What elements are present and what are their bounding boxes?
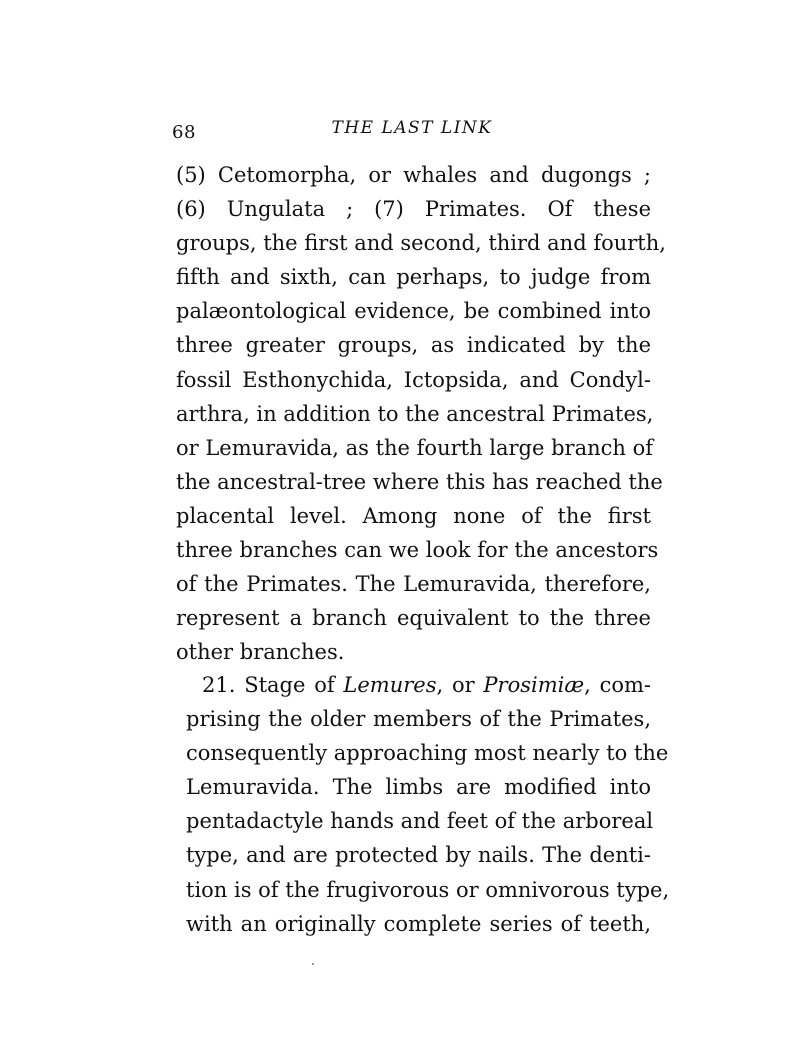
text-line: prising the older members of the Primates, xyxy=(186,707,651,732)
text-line: fossil Esthonychida, Ictopsida, and Condyl- xyxy=(176,367,651,392)
section-number: 21. xyxy=(202,673,236,697)
text-line: arthra, in addition to the ancestral Primates, xyxy=(176,401,654,426)
text-line: Lemuravida. The limbs are modified into xyxy=(186,775,651,800)
text-line: fifth and sixth, can perhaps, to judge from xyxy=(176,265,651,290)
text-line: type, and are protected by nails. The denti- xyxy=(186,843,651,868)
text-line: consequently approaching most nearly to the xyxy=(186,741,669,766)
text-line: palæontological evidence, be combined into xyxy=(176,299,651,324)
text-line: with an originally complete series of teeth, xyxy=(186,911,651,936)
text-line: of the Primates. The Lemuravida, therefore, xyxy=(176,572,651,597)
text-line: three greater groups, as indicated by the xyxy=(176,333,651,358)
running-title: THE LAST LINK xyxy=(331,118,493,138)
page-header xyxy=(172,118,652,148)
text-line: represent a branch equivalent to the three xyxy=(176,606,651,631)
text-line: pentadactyle hands and feet of the arboreal xyxy=(186,809,654,834)
text-line: three branches can we look for the ancestors xyxy=(176,538,659,563)
text-line: (6) Ungulata ; (7) Primates. Of these xyxy=(176,197,651,222)
print-speck xyxy=(312,963,314,965)
text-line: groups, the first and second, third and fourth, xyxy=(176,231,666,256)
text-line: placental level. Among none of the first xyxy=(176,503,651,528)
text-line: (5) Cetomorpha, or whales and dugongs ; xyxy=(176,163,651,187)
paragraph-2 xyxy=(176,668,670,941)
italic-term-lemures: Lemures xyxy=(343,673,437,697)
text-line: tion is of the frugivorous or omnivorous type, xyxy=(186,877,670,902)
paragraph-first-line xyxy=(176,668,651,702)
text-line: other branches. xyxy=(176,640,345,665)
text-run: , com- xyxy=(584,673,651,697)
italic-term-prosimiae: Prosimiæ xyxy=(483,673,585,697)
text-line: the ancestral-tree where this has reached the xyxy=(176,469,663,494)
text-run: Stage of xyxy=(235,673,344,697)
text-line: or Lemuravida, as the fourth large branch of xyxy=(176,435,654,460)
paragraph-1 xyxy=(176,158,666,669)
page-number: 68 xyxy=(172,122,196,143)
text-run: , or xyxy=(436,673,484,697)
